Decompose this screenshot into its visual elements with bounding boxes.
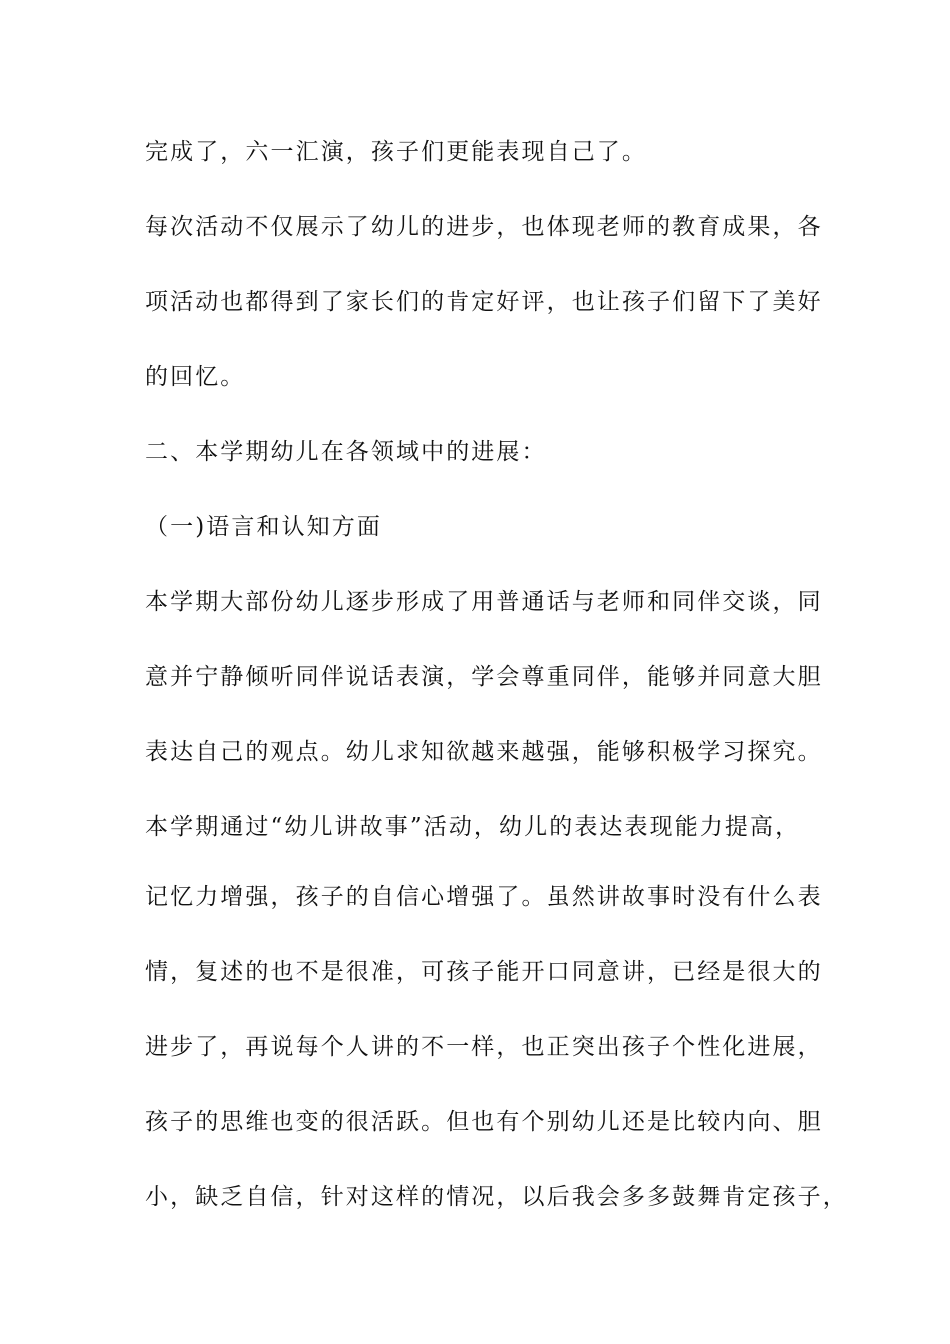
text-line: 项活动也都得到了家长们的肯定好评，也让孩子们留下了美好 <box>145 289 823 315</box>
text-line: 记忆力增强，孩子的自信心增强了。虽然讲故事时没有什么表 <box>145 884 823 910</box>
text-line: 小，缺乏自信，针对这样的情况，以后我会多多鼓舞肯定孩子， <box>145 1184 848 1210</box>
text-line: 本学期通过“幼儿讲故事”活动，幼儿的表达表现能力提高， <box>145 814 801 840</box>
text-line: 表达自己的观点。幼儿求知欲越来越强，能够积极学习探究。 <box>145 739 823 765</box>
section-heading: 二、本学期幼儿在各领域中的进展： <box>145 439 547 465</box>
text-line: 意并宁静倾听同伴说话表演，学会尊重同伴，能够并同意大胆 <box>145 664 823 690</box>
text-line: 本学期大部份幼儿逐步形成了用普通话与老师和同伴交谈，同 <box>145 589 823 615</box>
text-line: 孩子的思维也变的很活跃。但也有个别幼儿还是比较内向、胆 <box>145 1109 823 1135</box>
text-line: 完成了，六一汇演，孩子们更能表现自己了。 <box>145 139 647 165</box>
text-line: 进步了，再说每个人讲的不一样，也正突出孩子个性化进展， <box>145 1034 823 1060</box>
text-line: 的回忆。 <box>145 364 246 390</box>
text-line: 情，复述的也不是很准，可孩子能开口同意讲，已经是很大的 <box>145 959 823 985</box>
text-line: 每次活动不仅展示了幼儿的进步，也体现老师的教育成果，各 <box>145 214 823 240</box>
subsection-heading: （一)语言和认知方面 <box>145 514 382 540</box>
